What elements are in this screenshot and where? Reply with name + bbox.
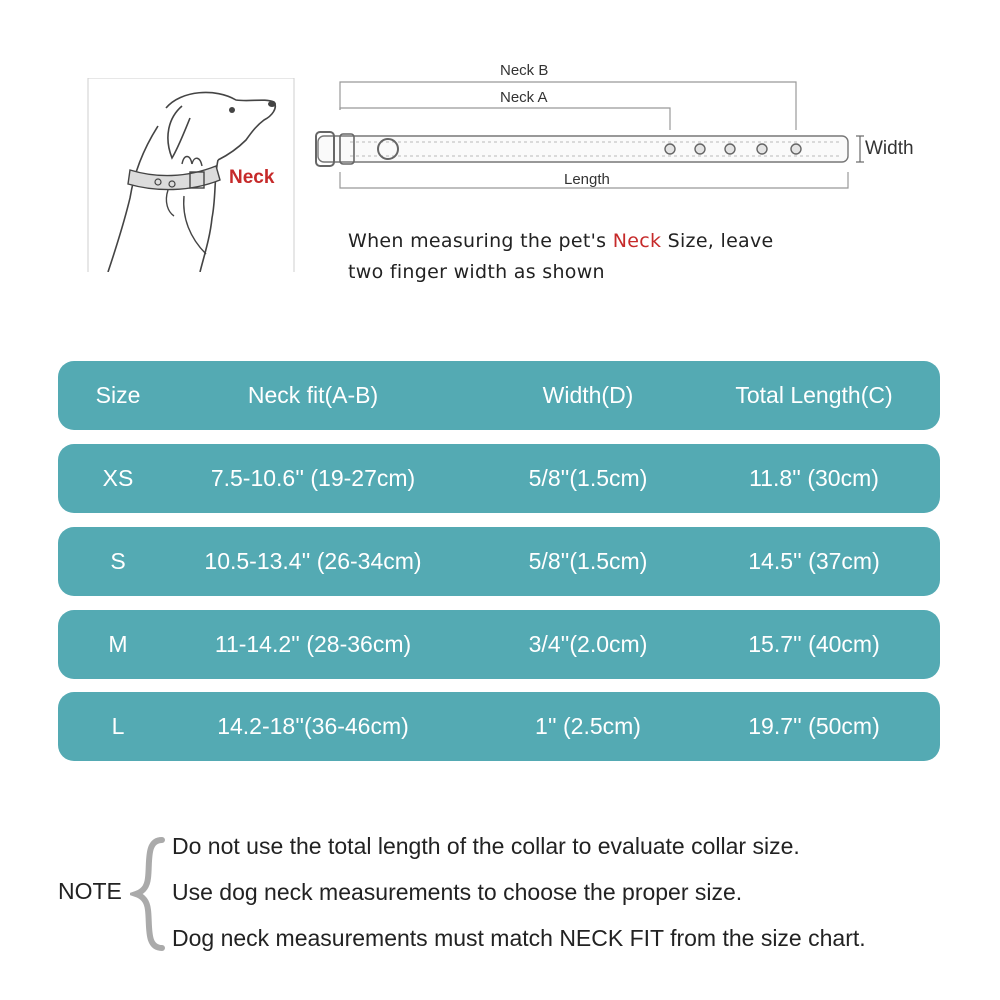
instruction-line-1	[348, 226, 774, 257]
neck-b-label: Neck B	[500, 62, 549, 79]
total-length-cell: 15.7'' (40cm)	[748, 631, 880, 657]
size-row-m	[58, 610, 940, 679]
instruction-line-2: two finger width as shown	[348, 261, 605, 283]
size-row-xs	[58, 444, 940, 513]
measuring-instructions	[348, 226, 774, 288]
width-label: Width	[865, 138, 914, 159]
header-width: Width(D)	[542, 382, 634, 408]
neck-fit-cell: 14.2-18''(36-46cm)	[217, 713, 409, 739]
note-line-2: Use dog neck measurements to choose the proper size.	[172, 879, 743, 905]
size-cell: XS	[102, 465, 134, 491]
total-length-cell: 19.7'' (50cm)	[748, 713, 880, 739]
size-cell: M	[108, 631, 128, 657]
total-length-cell: 14.5'' (37cm)	[748, 548, 880, 574]
width-cell: 5/8''(1.5cm)	[528, 465, 648, 491]
width-cell: 1'' (2.5cm)	[535, 713, 641, 739]
header-size: Size	[95, 382, 141, 408]
instruction-text-after: Size, leave	[661, 230, 774, 252]
collar-measurement-diagram	[310, 60, 930, 200]
neck-fit-cell: 7.5-10.6'' (19-27cm)	[210, 465, 416, 491]
width-cell: 3/4''(2.0cm)	[528, 631, 648, 657]
note-line-3: Dog neck measurements must match NECK FIT from the size chart.	[172, 925, 866, 951]
instruction-text-before: When measuring the pet's	[348, 230, 613, 252]
note-line-1: Do not use the total length of the collar to evaluate collar size.	[172, 833, 800, 859]
neck-a-label: Neck A	[500, 89, 548, 106]
neck-fit-cell: 10.5-13.4'' (26-34cm)	[204, 548, 422, 574]
instruction-neck-highlight: Neck	[612, 230, 662, 252]
size-row-l	[58, 692, 940, 761]
header-total-length: Total Length(C)	[735, 382, 893, 408]
size-cell: L	[111, 713, 125, 739]
neck-fit-cell: 11-14.2'' (28-36cm)	[214, 631, 412, 657]
curly-brace-icon	[130, 836, 170, 952]
size-row-s	[58, 527, 940, 596]
header-neck-fit: Neck fit(A-B)	[247, 382, 379, 408]
note-label: NOTE	[58, 878, 122, 904]
width-cell: 5/8''(1.5cm)	[528, 548, 648, 574]
size-table-header-row	[58, 361, 940, 430]
neck-callout-label: Neck	[229, 167, 275, 188]
total-length-cell: 11.8'' (30cm)	[749, 465, 879, 491]
size-cell: S	[110, 548, 126, 574]
length-label: Length	[564, 171, 610, 188]
